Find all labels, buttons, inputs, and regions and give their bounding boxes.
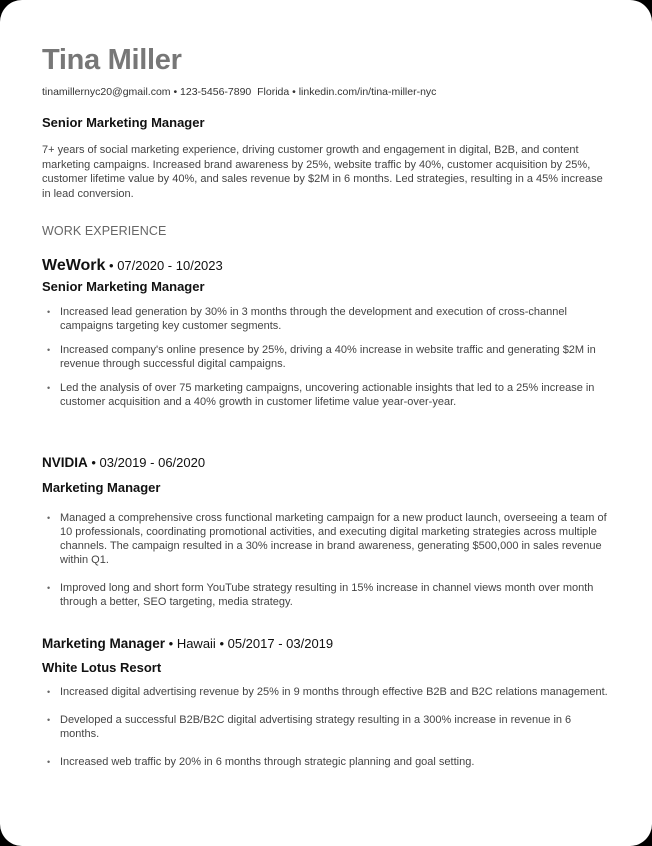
bullet-item: • Managed a comprehensive cross functional marketing campaign for a new product launch, overseeing a team of 10 professionals, coordinating promotional activities, and executing digital marketing strategies across multiple channels. The campaign resulted in a 30% increase in brand awareness, generating $500,000 in sales revenue within Q1. <box>42 511 612 567</box>
headline-title: Senior Marketing Manager <box>42 115 205 130</box>
company-name: NVIDIA <box>42 455 88 470</box>
bullet-item: • Improved long and short form YouTube strategy resulting in 15% increase in channel views month over month through a better, SEO targeting, media strategy. <box>42 581 612 609</box>
work-experience-heading: WORK EXPERIENCE <box>42 224 167 238</box>
job-bullets <box>42 305 612 409</box>
professional-summary: 7+ years of social marketing experience, driving customer growth and engagement in digital, B2B, and content marketing campaigns. Increased brand awareness by 25%, website traffic by 40%, customer acquisition by 25%, customer lifetime value by 40%, and sales revenue by $2M in 6 months. Led strategies, resulting in a 45% increase in lead conversion. <box>42 144 603 200</box>
job-bullets <box>42 685 612 769</box>
company-name: WeWork <box>42 257 106 274</box>
separator: • <box>219 636 228 651</box>
bullet-item: • Developed a successful B2B/B2C digital advertising strategy resulting in a 300% increase in revenue in 6 months. <box>42 713 612 741</box>
separator: • <box>165 636 177 651</box>
job-header <box>42 257 612 275</box>
job-entry-white-lotus <box>42 636 612 769</box>
company-name: White Lotus Resort <box>42 660 162 675</box>
bullet-item: • Increased company's online presence by 25%, driving a 40% increase in website traffic and generating $2M in revenue through successful digital campaigns. <box>42 343 612 371</box>
contact-info: tinamillernyc20@gmail.com • 123-5456-7890 Florida • linkedin.com/in/tina-miller-nyc <box>42 86 437 98</box>
job-location: Hawaii <box>176 636 220 651</box>
separator: • <box>105 258 118 273</box>
job-dates: 03/2019 - 06/2020 <box>99 455 206 470</box>
job-dates: 05/2017 - 03/2019 <box>227 636 334 651</box>
candidate-name: Tina Miller <box>42 44 182 76</box>
job-header <box>42 636 612 651</box>
bullet-item: • Led the analysis of over 75 marketing campaigns, uncovering actionable insights that led to a 25% increase in customer acquisition and a 40% growth in customer lifetime value year-over-year. <box>42 381 612 409</box>
job-title: Marketing Manager <box>42 636 166 651</box>
job-role: Senior Marketing Manager <box>42 279 205 294</box>
job-header <box>42 455 612 470</box>
bullet-item: • Increased digital advertising revenue by 25% in 9 months through effective B2B and B2C relations management. <box>42 685 612 699</box>
job-bullets <box>42 511 612 609</box>
bullet-item: • Increased lead generation by 30% in 3 months through the development and execution of cross-channel campaigns targeting key customer segments. <box>42 305 612 333</box>
job-dates: 07/2020 - 10/2023 <box>117 258 223 273</box>
bullet-item: • Increased web traffic by 20% in 6 months through strategic planning and goal setting. <box>42 755 612 769</box>
separator: • <box>87 455 100 470</box>
job-role: Marketing Manager <box>42 480 161 495</box>
job-entry-nvidia <box>42 455 612 609</box>
job-entry-wework <box>42 257 612 409</box>
